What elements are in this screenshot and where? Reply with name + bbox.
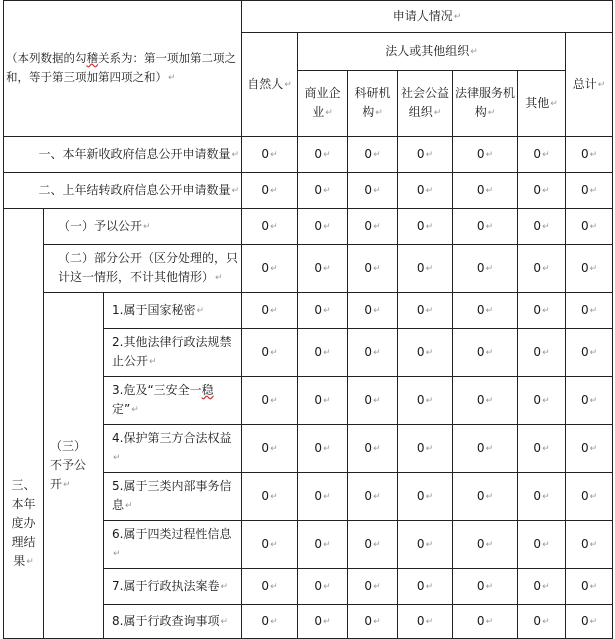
value-cell: 0↵ [518,137,566,173]
legal-group-header: 法人或其他组织↵ [298,33,566,71]
value-cell: 0↵ [298,329,348,377]
value-cell: 0↵ [518,569,566,605]
row-label: 8.属于行政查询事项↵ [104,605,242,639]
value-cell: 0↵ [298,137,348,173]
value-cell: 0↵ [566,569,613,605]
value-cell: 0↵ [348,293,398,329]
value-cell: 0↵ [398,425,453,473]
row-label: 5.属于三类内部事务信息↵ [104,473,242,521]
value-cell: 0↵ [398,569,453,605]
value-cell: 0↵ [453,293,518,329]
value-cell: 0↵ [566,293,613,329]
value-cell: 0↵ [242,245,298,293]
value-cell: 0↵ [566,245,613,293]
value-cell: 0↵ [518,377,566,425]
value-cell: 0↵ [398,293,453,329]
research-header: 科研机构↵ [348,71,398,137]
row-label: 6.属于四类过程性信息↵ [104,521,242,569]
value-cell: 0↵ [518,521,566,569]
total-header: 总计↵ [566,33,613,137]
value-cell: 0↵ [348,425,398,473]
header-note-cell: （本列数据的勾稽关系为：第一项加第二项之和，等于第三项加第四项之和）↵ [4,1,242,137]
row-label: 7.属于行政执法案卷↵ [104,569,242,605]
row-label: 1.属于国家秘密↵ [104,293,242,329]
table-row [4,293,613,329]
table-row [4,137,613,173]
value-cell: 0↵ [298,209,348,245]
value-cell: 0↵ [242,329,298,377]
value-cell: 0↵ [518,605,566,639]
row-label: 3.危及“三安全一稳定”↵ [104,377,242,425]
value-cell: 0↵ [453,521,518,569]
value-cell: 0↵ [348,377,398,425]
value-cell: 0↵ [566,473,613,521]
value-cell: 0↵ [242,293,298,329]
value-cell: 0↵ [398,377,453,425]
value-cell: 0↵ [453,245,518,293]
natural-person-header: 自然人↵ [242,33,298,137]
value-cell: 0↵ [348,245,398,293]
value-cell: 0↵ [242,473,298,521]
value-cell: 0↵ [453,473,518,521]
value-cell: 0↵ [398,209,453,245]
value-cell: 0↵ [453,605,518,639]
value-cell: 0↵ [298,425,348,473]
value-cell: 0↵ [566,605,613,639]
applicant-header: 申请人情况↵ [242,1,613,33]
value-cell: 0↵ [398,245,453,293]
row-label: 2.其他法律行政法规禁止公开↵ [104,329,242,377]
value-cell: 0↵ [348,605,398,639]
value-cell: 0↵ [566,377,613,425]
value-cell: 0↵ [518,425,566,473]
table-row [4,209,613,245]
value-cell: 0↵ [242,377,298,425]
value-cell: 0↵ [518,473,566,521]
value-cell: 0↵ [453,137,518,173]
value-cell: 0↵ [518,209,566,245]
value-cell: 0↵ [298,473,348,521]
result-group-label: 三、本年度办理结果↵ [4,209,44,639]
value-cell: 0↵ [398,473,453,521]
value-cell: 0↵ [298,377,348,425]
legal-service-header: 法律服务机构↵ [453,71,518,137]
value-cell: 0↵ [398,521,453,569]
value-cell: 0↵ [298,245,348,293]
value-cell: 0↵ [453,425,518,473]
value-cell: 0↵ [518,293,566,329]
value-cell: 0↵ [348,137,398,173]
value-cell: 0↵ [298,173,348,209]
value-cell: 0↵ [453,569,518,605]
value-cell: 0↵ [348,173,398,209]
value-cell: 0↵ [453,377,518,425]
value-cell: 0↵ [398,173,453,209]
value-cell: 0↵ [398,329,453,377]
value-cell: 0↵ [518,173,566,209]
table-row [4,245,613,293]
value-cell: 0↵ [242,605,298,639]
other-header: 其他↵ [518,71,566,137]
value-cell: 0↵ [566,137,613,173]
value-cell: 0↵ [453,209,518,245]
value-cell: 0↵ [298,605,348,639]
not-open-label: （三）不予公开↵ [44,293,104,639]
value-cell: 0↵ [398,605,453,639]
disclosure-statistics-table [3,0,613,639]
value-cell: 0↵ [566,329,613,377]
value-cell: 0↵ [566,209,613,245]
value-cell: 0↵ [242,209,298,245]
row-label: 4.保护第三方合法权益↵ [104,425,242,473]
value-cell: 0↵ [348,521,398,569]
commercial-header: 商业企业↵ [298,71,348,137]
row-label: （一）予以公开↵ [44,209,242,245]
value-cell: 0↵ [518,329,566,377]
table-row [4,173,613,209]
value-cell: 0↵ [453,173,518,209]
value-cell: 0↵ [242,521,298,569]
value-cell: 0↵ [348,569,398,605]
public-welfare-header: 社会公益组织↵ [398,71,453,137]
value-cell: 0↵ [518,245,566,293]
value-cell: 0↵ [348,209,398,245]
value-cell: 0↵ [298,521,348,569]
value-cell: 0↵ [398,137,453,173]
row-label: 一、本年新收政府信息公开申请数量↵ [4,137,242,173]
value-cell: 0↵ [348,473,398,521]
value-cell: 0↵ [453,329,518,377]
value-cell: 0↵ [242,569,298,605]
row-label: 二、上年结转政府信息公开申请数量↵ [4,173,242,209]
row-label: （二）部分公开（区分处理的，只计这一情形，不计其他情形）↵ [44,245,242,293]
value-cell: 0↵ [242,173,298,209]
value-cell: 0↵ [242,425,298,473]
value-cell: 0↵ [348,329,398,377]
value-cell: 0↵ [566,425,613,473]
value-cell: 0↵ [566,173,613,209]
value-cell: 0↵ [242,137,298,173]
value-cell: 0↵ [298,293,348,329]
value-cell: 0↵ [566,521,613,569]
value-cell: 0↵ [298,569,348,605]
